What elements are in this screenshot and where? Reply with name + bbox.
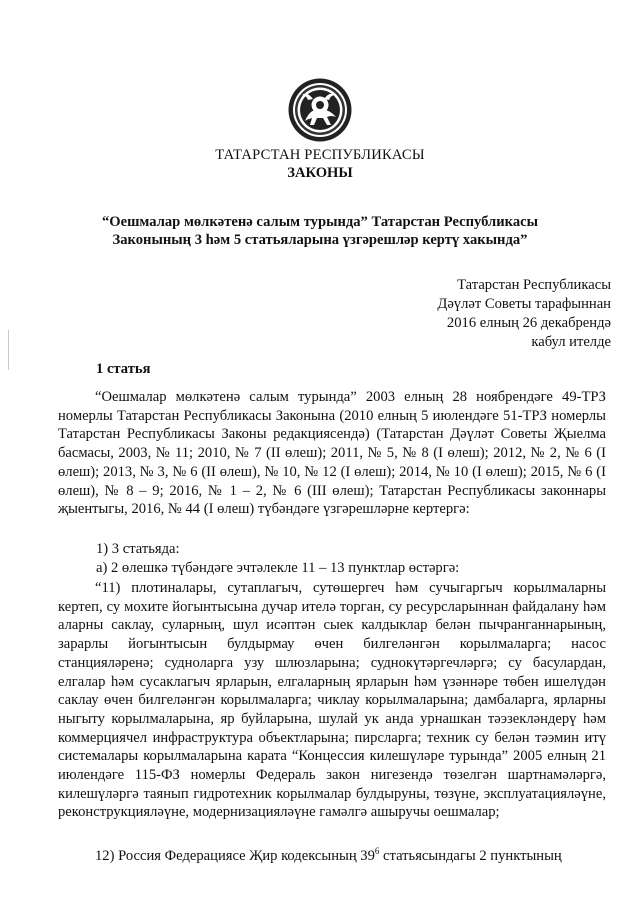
point-11-paragraph: “11) плотиналары, сутаплагыч, сутөшергеч һәм сучыгаргыч корылмаларны кертеп, су мохите йогынтысына дучар ителә торган, су ресурсларыннан файдалану һәм аларны саклау, суларның, шул исәптән сыек калдыклар белән пычранганнарының, зарарлы йогынтысын булдырмау өчен билгеләнгән корылмаларга; насос станцияләренә; судноларга узу шлюзларына; суднокүтәргечләргә; су басулардан, елгалар һәм сусаклагыч ярларын, елгаларның ярларын һәм үзәннәре төбен ишелүдән саклау өчен билгеләнгән корылмаларга; чиклау корылмаларына; дамбаларга, ярларны ныгыту корылмаларына, яр буйларына, шулай ук анда урнашкан тәэзекләндерү һәм коммерциячел инфраструктура объектларына; пирсларга; техник су белән тәэмин итү системалары корылмаларына карата “Концессия килешүләре турында” 2005 елның 21 июлендәге 115-ФЗ номерлы Федераль закон нигезендә төзелгән шартнамәләргә, килешүләргә таянып гидротехник корылмалар булдыруны, төзүне, эксплуатацияләүне, реконструкцияләүне, модернизацияләүне гамәлгә ашыручы оешмалар; xyxy=(58,580,606,821)
law-title-line-2: Законының 3 һәм 5 статьяларына үзгәрешләр кертү хакында” xyxy=(112,232,528,248)
law-title-line-1: “Оешмалар мөлкәтенә салым турында” Татарстан Республикасы xyxy=(101,214,538,230)
article-heading: 1 статья xyxy=(96,361,151,377)
adoption-line-1: Татарстан Республикасы xyxy=(457,277,611,293)
item-1: 1) 3 статьяда: xyxy=(96,541,180,557)
republic-heading: ТАТАРСТАН РЕСПУБЛИКАСЫ xyxy=(215,147,425,163)
adoption-line-2: Дәүләт Советы тарафыннан xyxy=(437,296,611,312)
scan-margin-mark xyxy=(8,330,9,370)
point-12-end: статьясындагы 2 пунктының xyxy=(379,847,562,864)
adoption-line-4: кабул ителде xyxy=(531,334,611,350)
law-title xyxy=(40,213,600,249)
coat-of-arms-icon xyxy=(287,77,353,143)
article-intro-paragraph: “Оешмалар мөлкәтенә салым турында” 2003 елның 28 ноябрендәге 49-ТРЗ номерлы Татарстан Республикасы Законына (2010 елның 5 июлендәге 51-ТРЗ номерлы Татарстан Республикасы Законы редакциясендә) (Татарстан Дәүләт Советы Җыелма басмасы, 2003, № 11; 2010, № 7 (II өлеш); 2011, № 5, № 8 (I өлеш); 2012, № 2, № 6 (I өлеш); 2013, № 3, № 6 (II өлеш), № 10, № 12 (I өлеш); 2014, № 10 (I өлеш); 2015, № 6 (I өлеш), № 8 – 9; 2016, № 1 – 2, № 6 (III өлеш); Татарстан Республикасы законнары җыентыгы, 2016, № 44 (I өлеш) түбәндәге үзгәрешләрне кертергә: xyxy=(58,389,606,518)
point-12-paragraph xyxy=(58,842,606,866)
point-12-superscript: 6 xyxy=(374,846,380,856)
adoption-line-3: 2016 елның 26 декабрендә xyxy=(446,315,611,331)
point-12-start: 12) Россия Федерациясе Җир кодексының 39 xyxy=(95,847,375,864)
adoption-note xyxy=(437,276,611,352)
item-1a: а) 2 өлешкә түбәндәге эчтәлекле 11 – 13 пунктлар өстәргә: xyxy=(96,560,460,576)
law-heading: ЗАКОНЫ xyxy=(287,165,353,181)
